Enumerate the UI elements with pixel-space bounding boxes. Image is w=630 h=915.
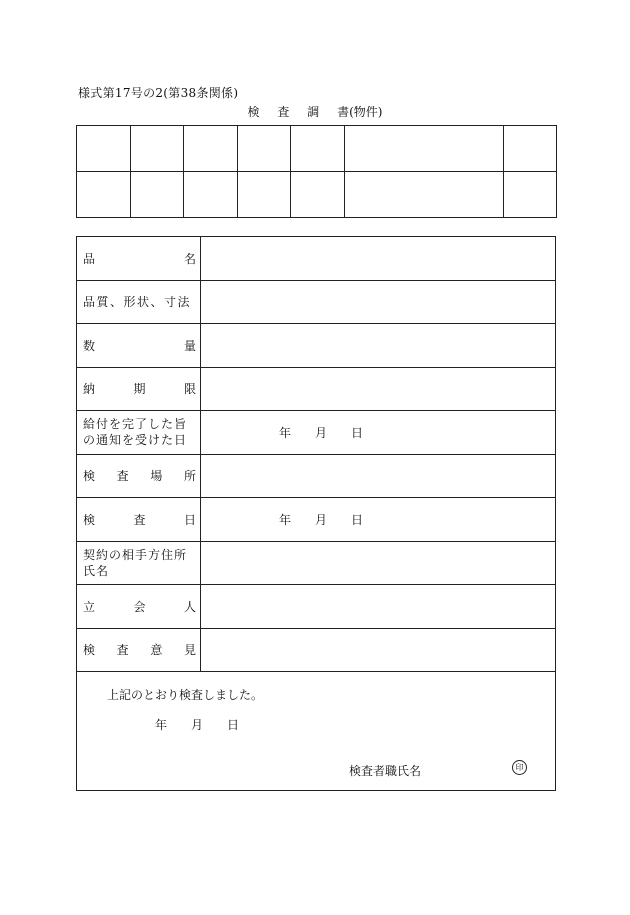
label-contractor: 契約の相手方住所氏名 [77, 541, 201, 585]
month-label: 月 [191, 718, 204, 732]
row-contractor [77, 541, 556, 585]
value-quantity[interactable] [201, 324, 556, 368]
month-label: 月 [315, 512, 328, 527]
grid-cell[interactable] [503, 126, 557, 172]
row-witness [77, 585, 556, 629]
certification-section [77, 672, 556, 791]
value-inspection-opinion[interactable] [201, 628, 556, 672]
row-inspection-place [77, 454, 556, 498]
grid-cell[interactable] [77, 126, 131, 172]
grid-cell[interactable] [77, 172, 131, 218]
header-blank-grid [76, 125, 557, 218]
year-label: 年 [279, 425, 292, 440]
label-inspection-place: 検 査 場 所 [77, 454, 201, 498]
seal-icon: 印 [512, 760, 527, 775]
row-delivery-deadline [77, 367, 556, 411]
grid-cell[interactable] [237, 172, 291, 218]
title-char: 査 [277, 105, 290, 119]
grid-cell[interactable] [130, 172, 184, 218]
label-delivery-deadline: 納 期 限 [77, 367, 201, 411]
label-witness: 立 会 人 [77, 585, 201, 629]
grid-cell[interactable] [184, 126, 238, 172]
value-inspection-place[interactable] [201, 454, 556, 498]
title-char: 書(物件) [337, 105, 383, 119]
inspection-table [76, 236, 556, 791]
label-quantity: 数 量 [77, 324, 201, 368]
label-quality: 品質、形状、寸法 [77, 280, 201, 324]
label-completion-notice-date: 給付を完了した旨の通知を受けた日 [77, 411, 201, 455]
value-contractor[interactable] [201, 541, 556, 585]
label-item-name: 品 名 [77, 237, 201, 281]
grid-cell[interactable] [291, 172, 345, 218]
form-number: 様式第17号の2(第38条関係) [78, 86, 239, 100]
value-quality[interactable] [201, 280, 556, 324]
year-label: 年 [155, 718, 168, 732]
grid-cell[interactable] [344, 172, 503, 218]
row-quantity [77, 324, 556, 368]
certification-date[interactable] [155, 716, 239, 733]
row-inspection-opinion [77, 628, 556, 672]
grid-cell[interactable] [184, 172, 238, 218]
month-label: 月 [315, 425, 328, 440]
row-item-name [77, 237, 556, 281]
day-label: 日 [351, 512, 364, 527]
row-inspection-date [77, 498, 556, 542]
row-completion-notice-date [77, 411, 556, 455]
row-quality [77, 280, 556, 324]
label-inspection-date: 検 査 日 [77, 498, 201, 542]
grid-cell[interactable] [503, 172, 557, 218]
inspector-name-label: 検査者職氏名 [349, 764, 422, 778]
grid-cell[interactable] [344, 126, 503, 172]
label-inspection-opinion: 検 査 意 見 [77, 628, 201, 672]
value-delivery-deadline[interactable] [201, 367, 556, 411]
year-label: 年 [279, 512, 292, 527]
grid-cell[interactable] [130, 126, 184, 172]
value-inspection-date[interactable] [201, 498, 556, 542]
grid-cell[interactable] [237, 126, 291, 172]
grid-cell[interactable] [291, 126, 345, 172]
document-title [0, 103, 630, 120]
certification-statement: 上記のとおり検査しました。 [107, 688, 264, 702]
value-completion-notice-date[interactable] [201, 411, 556, 455]
value-item-name[interactable] [201, 237, 556, 281]
title-char: 検 [247, 105, 260, 119]
day-label: 日 [227, 718, 240, 732]
value-witness[interactable] [201, 585, 556, 629]
title-char: 調 [307, 105, 320, 119]
day-label: 日 [351, 425, 364, 440]
